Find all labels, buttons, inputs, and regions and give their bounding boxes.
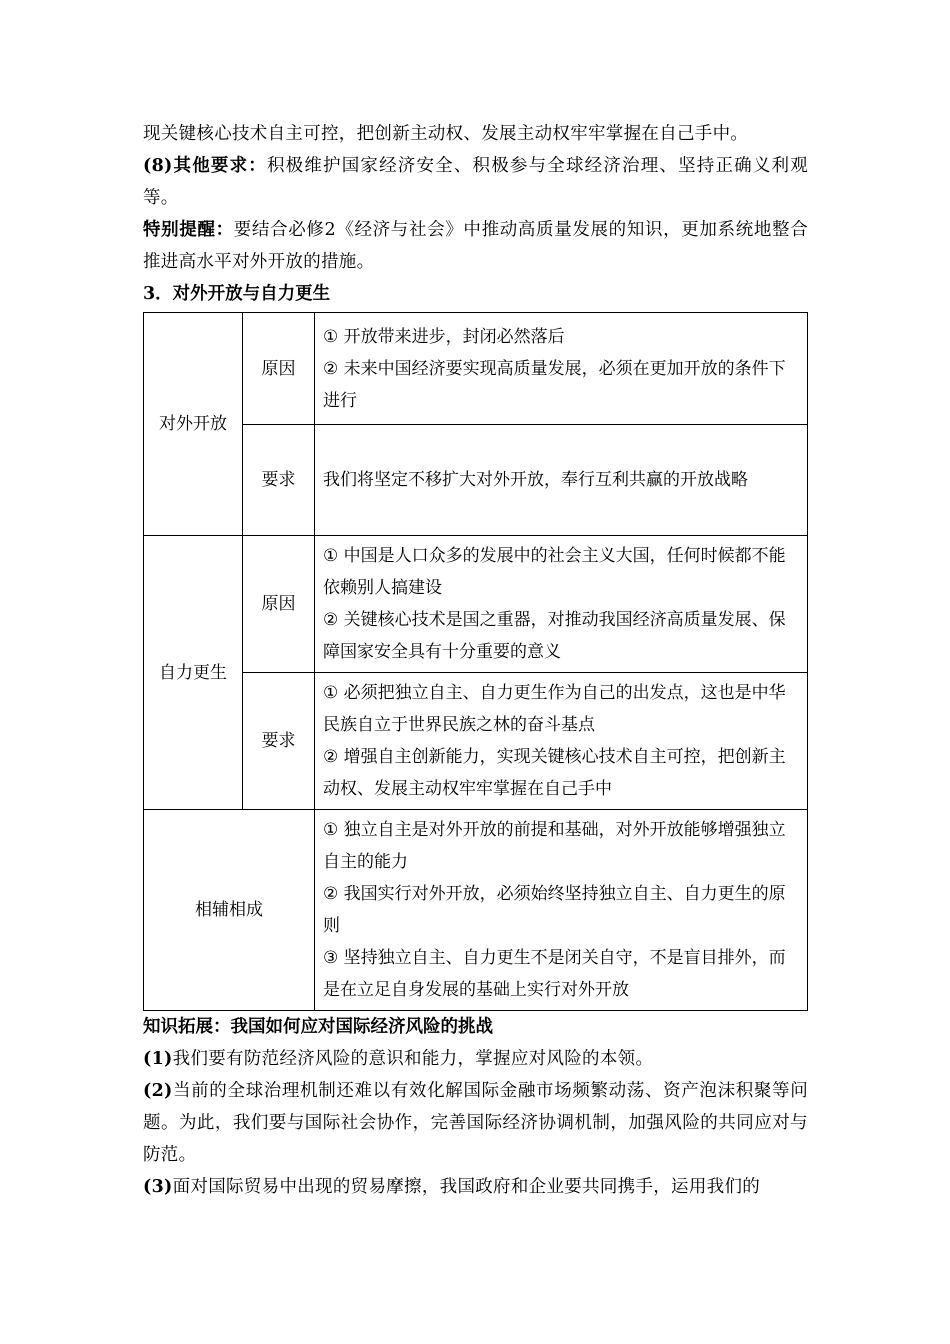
selfreliance-label: 自力更生 — [144, 536, 243, 810]
extension-item-2-text: 当前的全球治理机制还难以有效化解国际金融市场频繁动荡、资产泡沫积聚等问题。为此，我们要与国际社会协作，完善国际经济协调机制，加强风险的共同应对与防范。 — [143, 1081, 808, 1165]
table-row — [144, 425, 808, 536]
list-item: ① 必须把独立自主、自力更生作为自己的出发点，这也是中华民族自立于世界民族之林的奋斗基点 — [323, 683, 786, 735]
selfreliance-reason-label: 原因 — [243, 536, 315, 673]
list-item: 我们将坚定不移扩大对外开放，奉行互利共赢的开放战略 — [323, 470, 748, 490]
document-page — [143, 118, 808, 1203]
table-row — [144, 810, 808, 1011]
opening-req-content — [315, 425, 808, 536]
extension-item-1-text: 我们要有防范经济风险的意识和能力，掌握应对风险的本领。 — [172, 1049, 654, 1069]
item-8 — [143, 150, 808, 214]
list-item: ① 独立自主是对外开放的前提和基础，对外开放能够增强独立自主的能力 — [323, 820, 786, 872]
list-item: ② 关键核心技术是国之重器，对推动我国经济高质量发展、保障国家安全具有十分重要的意义 — [323, 610, 786, 662]
extension-item-2-label: (2) — [143, 1081, 173, 1101]
extension-item-1-label: (1) — [143, 1049, 173, 1069]
selfreliance-req-content — [315, 673, 808, 810]
intro-line: 现关键核心技术自主可控，把创新主动权、发展主动权牢牢掌握在自己手中。 — [143, 124, 749, 144]
opening-reason-label: 原因 — [243, 313, 315, 425]
table-row — [144, 536, 808, 673]
list-item: ② 我国实行对外开放，必须始终坚持独立自主、自力更生的原则 — [323, 884, 786, 936]
extension-title: 知识拓展：我国如何应对国际经济风险的挑战 — [143, 1017, 493, 1037]
selfreliance-req-label: 要求 — [243, 673, 315, 810]
extension-item-1 — [143, 1043, 808, 1075]
list-item: ① 开放带来进步，封闭必然落后 — [323, 326, 565, 347]
complement-label: 相辅相成 — [144, 810, 315, 1011]
item-8-label: (8)其他要求： — [143, 156, 267, 176]
section-3-title: 3．对外开放与自力更生 — [143, 284, 331, 304]
table-row — [144, 673, 808, 810]
special-tip-label: 特别提醒： — [143, 220, 234, 240]
extension-item-3-label: (3) — [143, 1177, 173, 1197]
list-item: ① 中国是人口众多的发展中的社会主义大国，任何时候都不能依赖别人搞建设 — [323, 546, 786, 598]
opening-reason-content — [315, 313, 808, 425]
extension-item-2 — [143, 1075, 808, 1171]
list-item: ③ 坚持独立自主、自力更生不是闭关自守，不是盲目排外，而是在立足自身发展的基础上实行对外开放 — [323, 948, 786, 1000]
extension-item-3 — [143, 1171, 808, 1203]
list-item: ② 未来中国经济要实现高质量发展，必须在更加开放的条件下进行 — [323, 358, 786, 411]
list-item: ② 增强自主创新能力，实现关键核心技术自主可控，把创新主动权、发展主动权牢牢掌握在自己手中 — [323, 747, 786, 799]
item-8-text: 积极维护国家经济安全、积极参与全球经济治理、坚持正确义利观等。 — [143, 156, 809, 208]
opening-label: 对外开放 — [144, 313, 243, 536]
table-row — [144, 313, 808, 425]
extension-item-3-text: 面对国际贸易中出现的贸易摩擦，我国政府和企业要共同携手，运用我们的 — [172, 1177, 761, 1197]
selfreliance-reason-content — [315, 536, 808, 673]
complement-content — [315, 810, 808, 1011]
special-tip-text: 要结合必修2《经济与社会》中推动高质量发展的知识，更加系统地整合推进高水平对外开放的措施。 — [143, 220, 809, 272]
comparison-table — [143, 312, 808, 1011]
special-tip — [143, 214, 808, 278]
opening-req-label: 要求 — [243, 425, 315, 536]
